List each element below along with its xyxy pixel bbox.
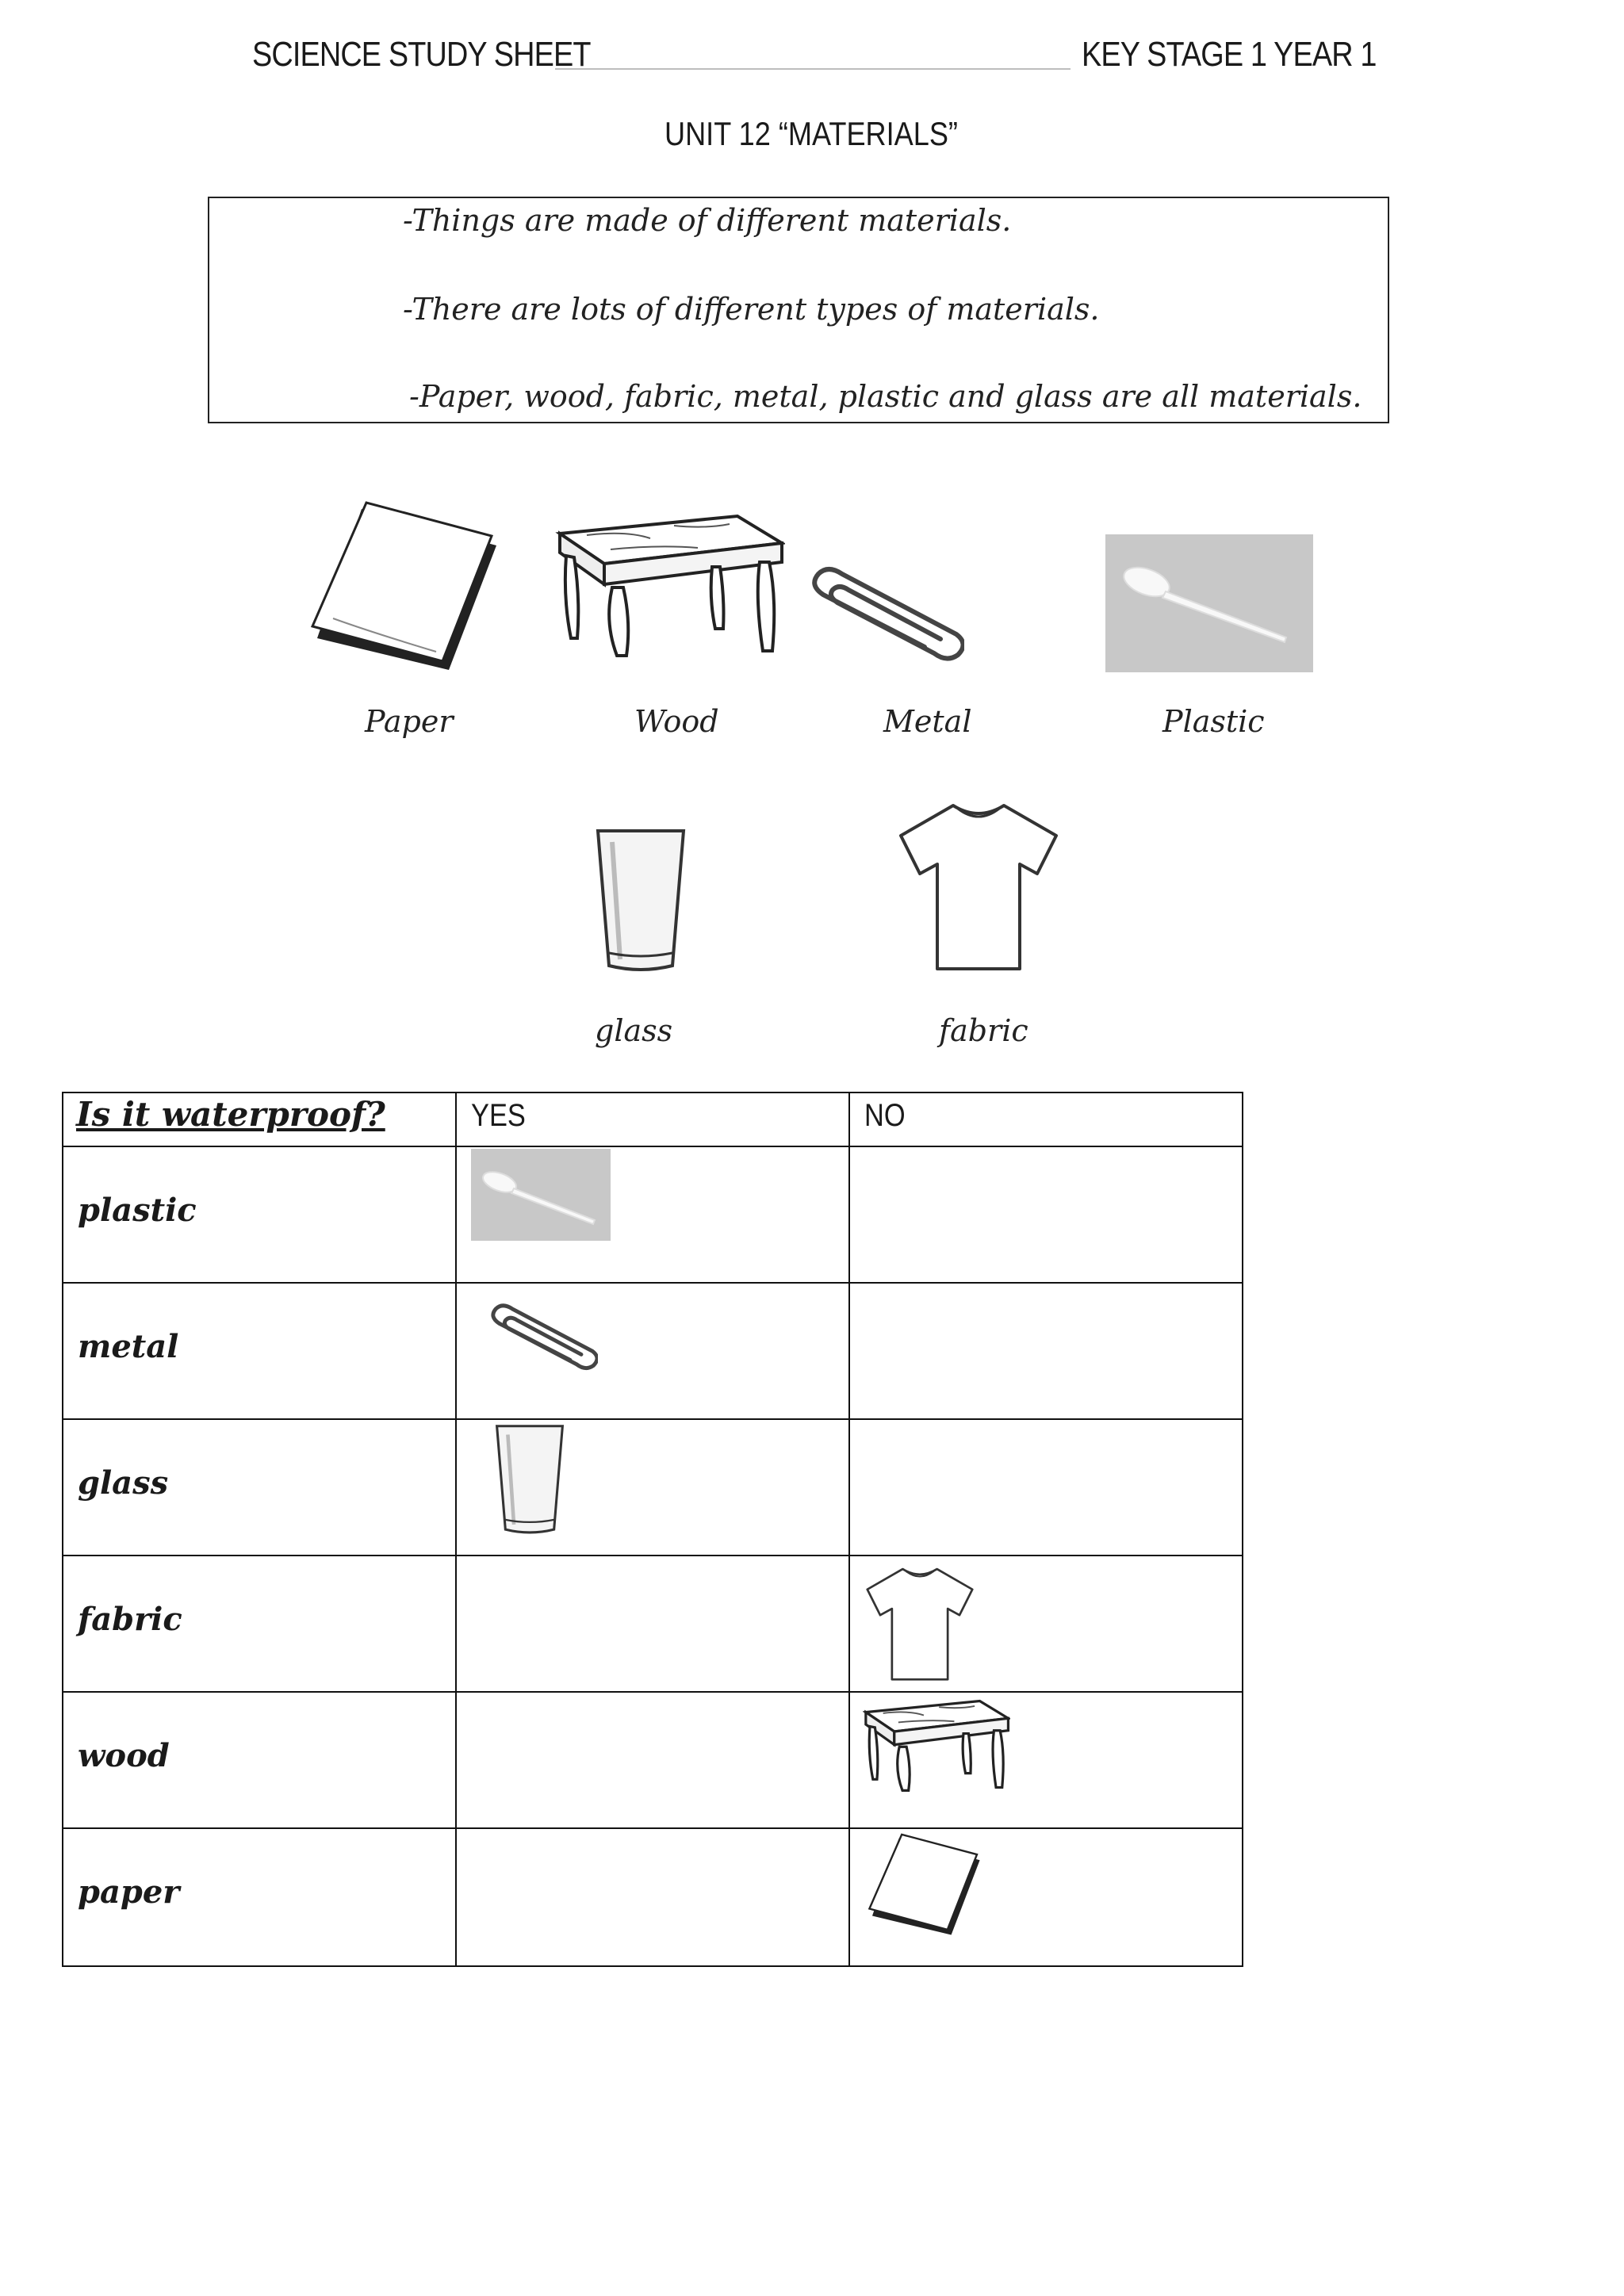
row-divider — [63, 1418, 1242, 1420]
table-row-label: wood — [78, 1737, 170, 1774]
sheet-title: SCIENCE STUDY SHEET — [252, 35, 591, 74]
table-question: Is it waterproof? — [76, 1095, 385, 1134]
key-stage-label: KEY STAGE 1 YEAR 1 — [1082, 35, 1377, 74]
unit-title: UNIT 12 “MATERIALS” — [665, 115, 958, 152]
row-divider — [63, 1827, 1242, 1829]
material-label: fabric — [939, 1013, 1028, 1048]
drinking-glass-icon — [593, 826, 688, 977]
no-column-header: NO — [864, 1098, 906, 1133]
column-divider — [848, 1093, 850, 1965]
wooden-table-icon — [863, 1696, 1010, 1794]
material-label: glass — [595, 1013, 673, 1048]
material-label: Wood — [634, 704, 719, 739]
table-row-label: glass — [78, 1464, 169, 1502]
paperclip-icon — [806, 566, 964, 661]
plastic-spoon-icon — [1105, 534, 1313, 672]
fact-line: -Paper, wood, fabric, metal, plastic and glass are all materials. — [409, 379, 1362, 414]
row-divider — [63, 1146, 1242, 1147]
table-row-label: fabric — [78, 1601, 182, 1638]
answer-image — [471, 1149, 611, 1241]
t-shirt-icon — [898, 801, 1059, 972]
row-divider — [63, 1691, 1242, 1693]
table-row-label: plastic — [78, 1192, 197, 1229]
table-row-label: paper — [78, 1873, 180, 1911]
header-rule — [555, 68, 1071, 70]
table-row-label: metal — [78, 1328, 179, 1365]
material-label: Paper — [365, 704, 454, 739]
yes-column-header: YES — [471, 1098, 526, 1133]
paper-icon — [309, 499, 500, 670]
plastic-spoon-photo — [1105, 534, 1313, 672]
material-label: Plastic — [1162, 704, 1265, 739]
column-divider — [455, 1093, 457, 1965]
material-label: Metal — [883, 704, 972, 739]
row-divider — [63, 1282, 1242, 1284]
row-divider — [63, 1555, 1242, 1556]
t-shirt-icon — [864, 1566, 975, 1682]
wooden-table-icon — [555, 511, 785, 658]
waterproof-table — [62, 1092, 1243, 1967]
fact-line: -Things are made of different materials. — [403, 203, 1012, 238]
facts-box — [208, 197, 1389, 423]
paper-icon — [868, 1832, 982, 1935]
fact-line: -There are lots of different types of materials. — [403, 292, 1100, 327]
drinking-glass-icon — [493, 1422, 566, 1539]
plastic-spoon-icon — [471, 1149, 611, 1241]
paperclip-icon — [487, 1303, 598, 1371]
